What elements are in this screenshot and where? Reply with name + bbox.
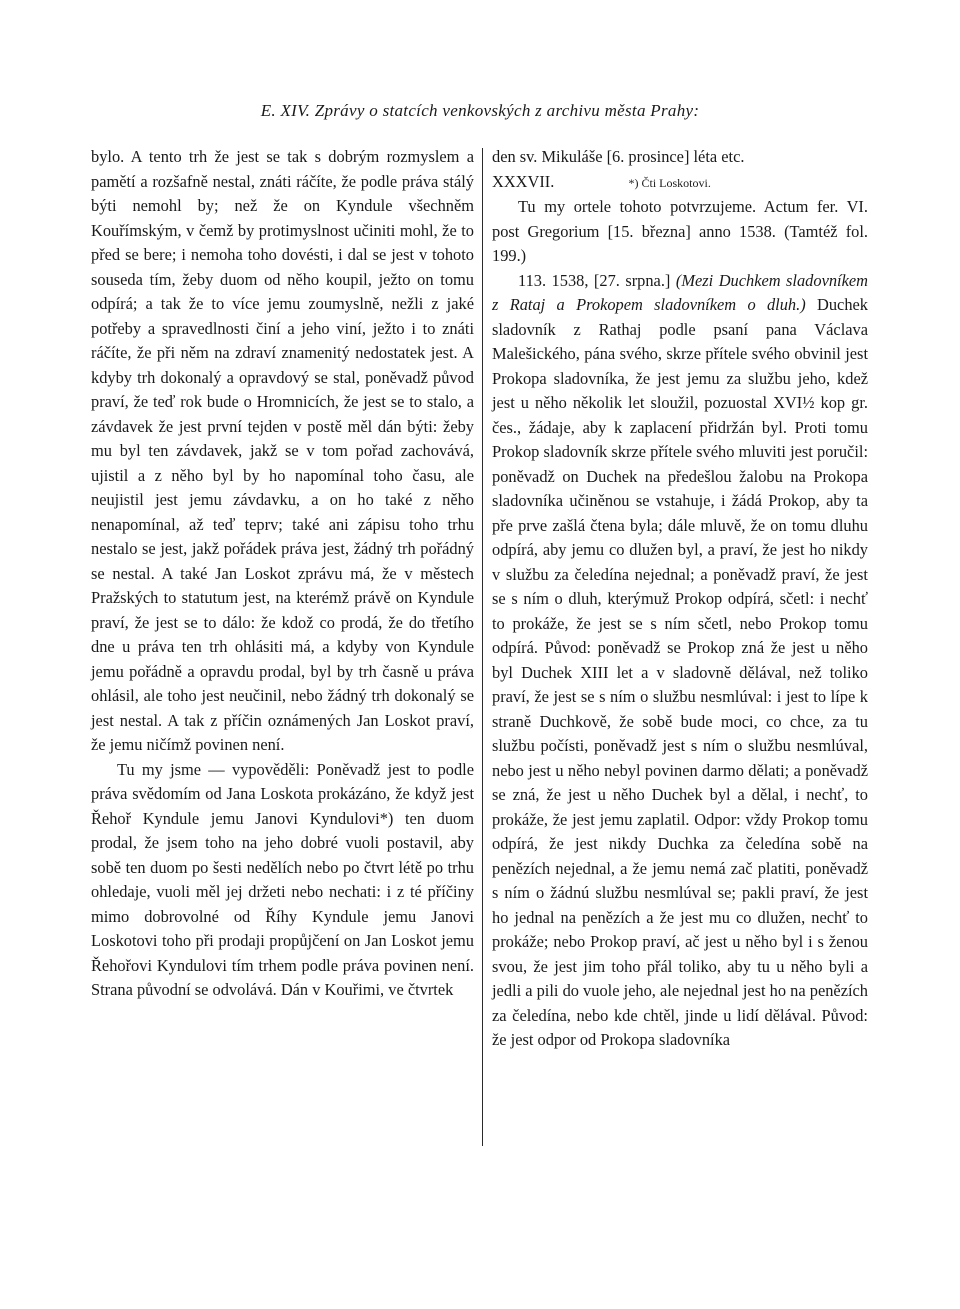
left-paragraph-2: Tu my jsme — vypověděli: Poněvadž jest to podle práva svědomím od Jana Loskota prokázáno, že když jest Řehoř Kyndule jemu Janovi Kyndulovi*) ten duom prodal, že jsem toho na jeho dobré vuoli postavil, aby sobě ten duom po šesti nedělích nebo po čtvrt létě po trhu ohledaje, vuoli měl jej držeti nebo nechati: i z té příčiny mimo dobrovolné od Říhy Kyndule jemu Janovi Loskotovi toho při prodaji propůjčení on Jan Loskot jemu Řehořovi Kyndulovi tím trhem podle práva povinen není. Strana původní se odvolává. Dán v Kouřimi, ve čtvrtek: [91, 759, 474, 999]
running-head: E. XIV. Zprávy o statcích venkovských z archivu města Prahy:: [260, 101, 700, 120]
entry-head: 113. 1538, [27. srpna.]: [518, 270, 671, 290]
right-line-2: [492, 170, 868, 196]
entry-title: (Mezi Duchkem sladovníkem z Rataj a Prokopem sladovníkem o dluh.): [492, 270, 868, 314]
footnote: *) Čti Loskotovi.: [628, 175, 711, 190]
entry-113: [492, 269, 868, 1053]
entry-body: Duchek sladovník z Rathaj podle psaní pana Václava Malešického, pána svého, skrze přítele svého obvinil jest Prokopa sladovníka, že jest jemu za službu jeho, kdež jest u něho několik let sloužil, pozuostal XVI½ kop gr. čes., žádaje, aby k zaplacení přidržán byl. Proti tomu Prokop sladovník skrze přítele svého mluviti jest poručil: poněvadž on Duchek na předešlou žalobu na Prokopa sladovníka učiněnou se vstahuje, i žádá Prokop, aby ta pře prve zašlá čtena byla; dále mluvě, že on tomu dluhu odpírá, aby jemu co dlužen byl, a praví, že jest ho nikdy v službu za čeledína nejednal; a poněvadž praví, že jest se s ním o dluh, kterýmuž Prokop odpírá, sčetl: i nechť to prokáže, že jest se s ním sčetl, nebo Prokop tomu odpírá. Původ: poněvadž se Prokop zná že jest u něho byl Duchek XIII let a v sladovně dělával, než toliko praví, že jest se s ním o službu nesmlúval: i jest to lípe k straně Duchkově, že sobě bude moci, co chce, za tu službu počísti, poněvadž jest s ním o službu nesmlúval, nebo jest u něho nebyl povinen darmo dělati; a poněvadž se zná, že jest u něho Duchek byl a dělal, i nechť, to prokáže, že jest jemu zaplatil. Odpor: vždy Prokop tomu odpírá, že jest nikdy Duchka za čeledína sobě na penězích nejednal, a že jemu nemá zač platiti, poněvadž s ním o žádnú službu nesmlúval se; pakli praví, že jest ho jednal na penězích a že jest mu co dlužen, nechť to prokáže; nebo Prokop praví, ač jest u něho byl i s ženou svou, že jest jim toho přál toliko, aby tu u něho byli a jedli a pili do vuole jeho, ale nejednal jest ho na penězích za čeledína, nebo kde chtěl, jinde u lidí dělával. Původ: že jest odpor od Prokopa sladovníka: [492, 295, 868, 1049]
right-line-2-main: XXXVII.: [492, 171, 555, 191]
column-divider: [482, 148, 483, 1146]
left-paragraph-1: bylo. A tento trh že jest se tak s dobrým rozmyslem a pamětí a rozšafně nestal, znáti ráčíte, že podle práva stálý býti nemohl by; než že on Kyndule všechněm Kouřímským, v čemž by protimyslnost učiniti mohl, že to před se bere; i nemoha toho dovésti, i dal se jest v tohoto souseda tím, žeby duom od něho koupil, ježto on tomu odpírá; a tak že to více jemu zoumyslně, nežli z jaké potřeby a spravedlnosti činí a jeho viní, ježto i to znáti ráčíte, že při něm na zdraví znamenitý nedostatek jest. A kdyby trh dokonalý a opravdový se stal, poněvadž původ praví, že teď rok bude o Hromnicích, že jest se to stalo, a závdavek že jest první tejden v postě měl dán býti: žeby mu byl ten závdavek, jakž se v tom pořad zachovává, ujistil a z něho byl by ho napomínal toho času, ale neujistil jest jemu závdavku, a on ho také z něho nenapomínal, až teď teprv; také ani zápisu toho trhu nestalo se jest, jakž pořádek práva jest, žádný trh pořádný se nestal. A také Jan Loskot zprávu má, že v městech Pražských to statutum jest, na kterémž právě on Kyndule praví, že jest se to dálo: že kdož co prodá, že do třetího dne u práva ten trh ohlásiti má, a kdyby von Kyndule jemu pořádně a opravdu prodal, byl by trh časně u práva ohlásil, ale toho jest neučinil, nebo žádný trh dokonalý se jest nestal. A tak z příčin oznámených Jan Loskot praví, že jemu ničímž povinen není.: [91, 147, 474, 754]
right-paragraph-confirmation: Tu my ortele tohoto potvrzujeme. Actum fer. VI. post Gregorium [15. března] anno 1538. (Tamtéž fol. 199.): [492, 197, 868, 265]
right-line-1: den sv. Mikuláše [6. prosince] léta etc.: [492, 147, 745, 166]
right-column: [492, 145, 868, 1053]
left-column: [91, 145, 474, 1003]
